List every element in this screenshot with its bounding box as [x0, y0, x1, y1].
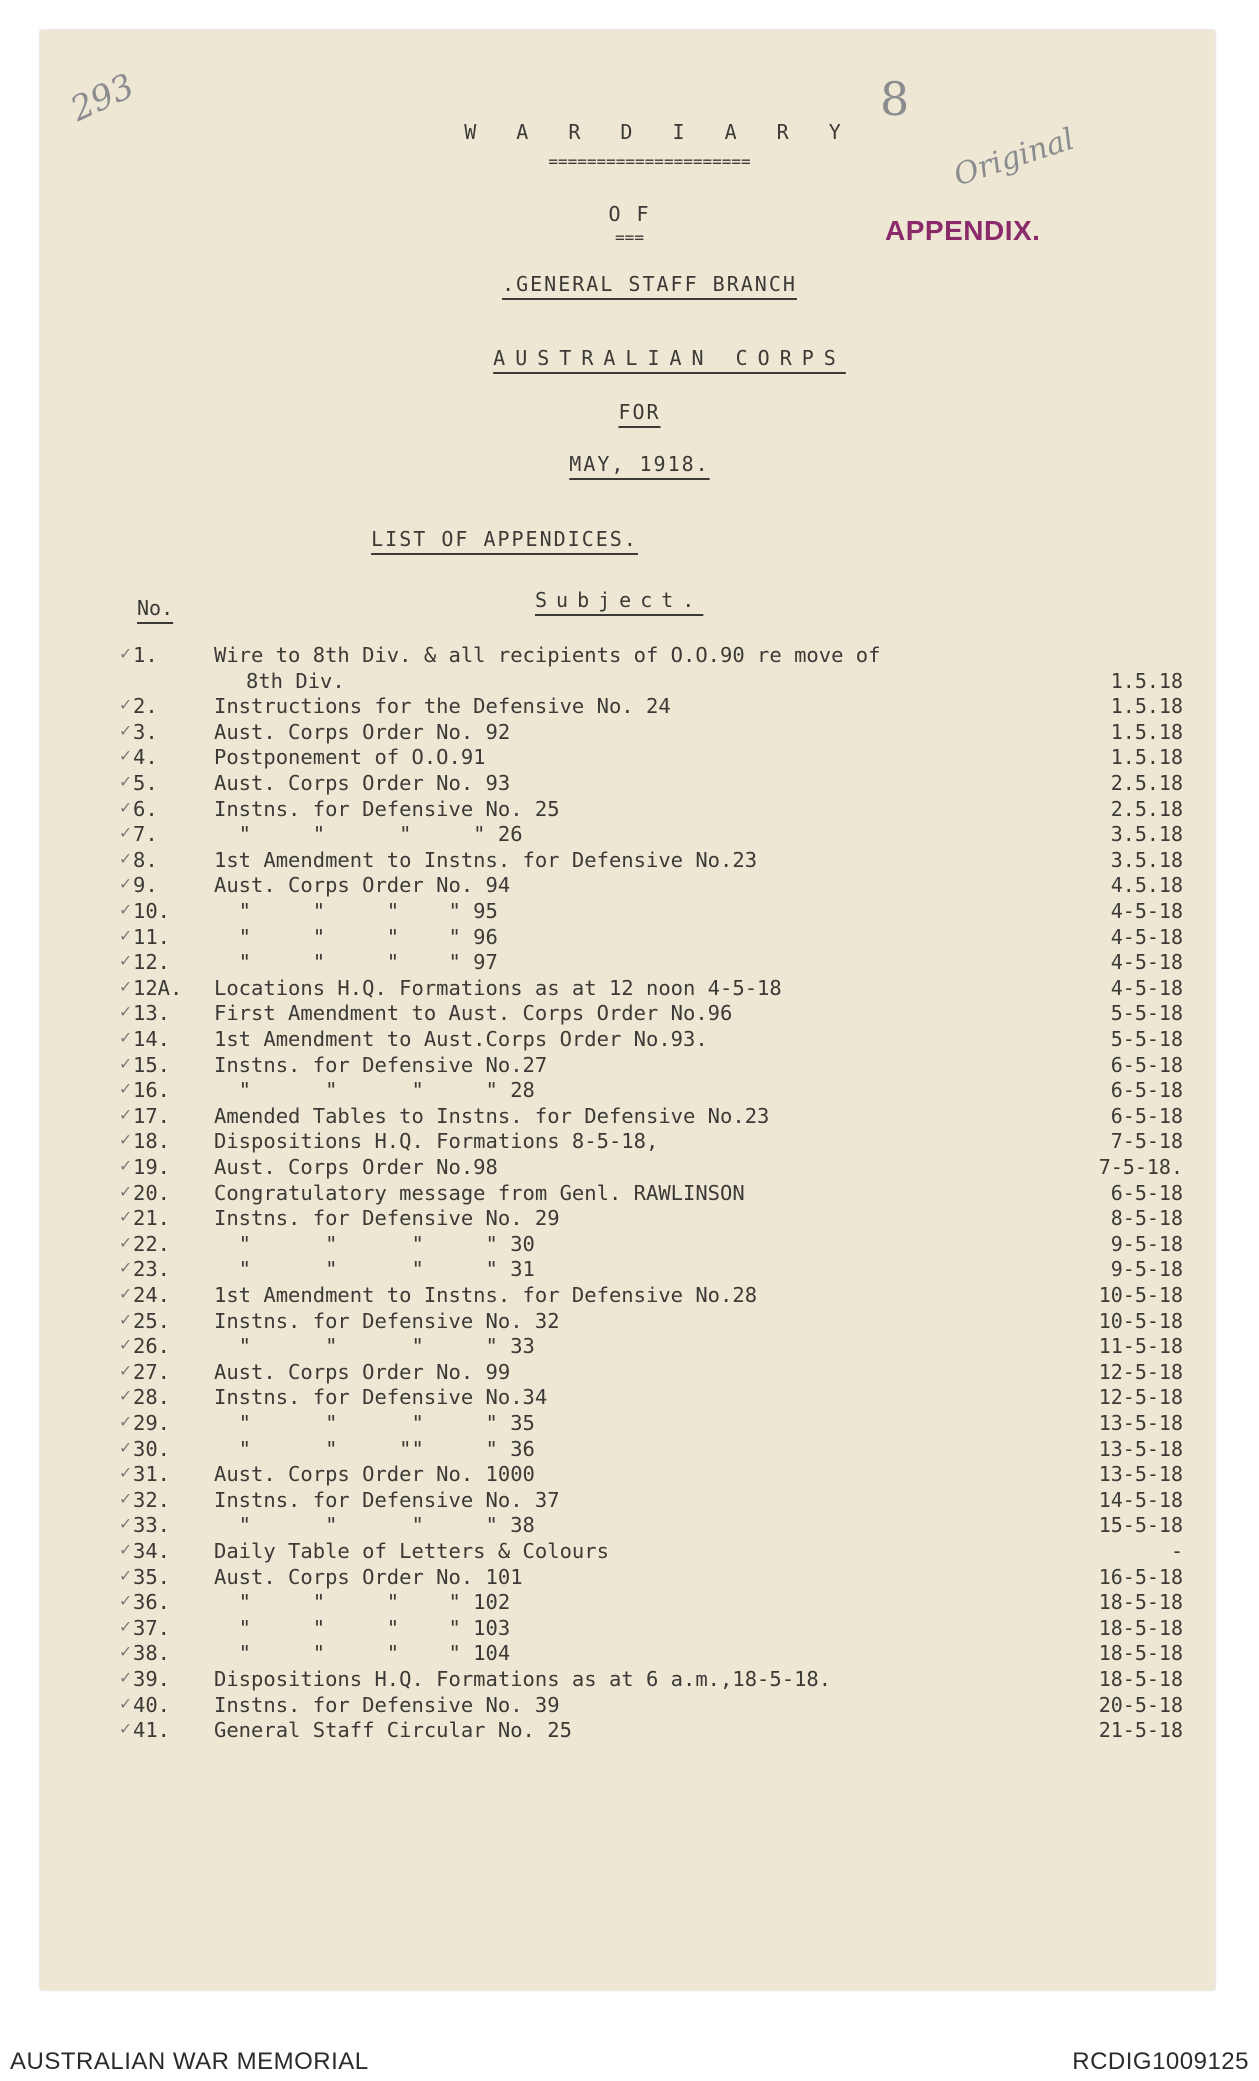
- check-mark-icon: ✓: [120, 745, 131, 767]
- check-mark-icon: ✓: [120, 950, 131, 972]
- check-mark-icon: ✓: [120, 822, 131, 844]
- check-mark-icon: ✓: [120, 847, 131, 869]
- entry-number: 20.: [133, 1180, 171, 1205]
- check-mark-icon: ✓: [120, 1180, 131, 1202]
- check-mark-icon: ✓: [120, 1539, 131, 1560]
- entry-number: 17.: [133, 1103, 171, 1128]
- folio-number: 293: [64, 66, 141, 130]
- list-item: [0, 1309, 1259, 1335]
- of-heading: O F: [608, 202, 651, 226]
- check-mark-icon: ✓: [120, 1283, 131, 1304]
- check-mark-icon: ✓: [120, 1667, 131, 1688]
- entry-subject: Aust. Corps Order No. 92: [214, 719, 511, 744]
- list-item: [0, 1283, 1259, 1309]
- list-item: [0, 1334, 1259, 1360]
- column-header-no: No.: [137, 596, 174, 620]
- check-mark-icon: ✓: [120, 1206, 131, 1228]
- list-item: [0, 1001, 1259, 1027]
- list-item: [0, 694, 1259, 720]
- entry-date: 4-5-18: [1110, 950, 1183, 975]
- entry-subject: Instns. for Defensive No.34: [214, 1385, 548, 1410]
- entry-date: 7-5-18: [1110, 1129, 1183, 1154]
- entry-subject: " " " " 30: [214, 1231, 535, 1256]
- page-mark: 8: [880, 72, 910, 126]
- entry-date: 1.5.18: [1110, 745, 1183, 770]
- check-mark-icon: ✓: [120, 1513, 131, 1535]
- check-mark-icon: ✓: [120, 1411, 131, 1432]
- entry-date: 5-5-18: [1110, 1001, 1183, 1026]
- entry-number: 29.: [133, 1411, 171, 1435]
- check-mark-icon: ✓: [120, 1129, 131, 1151]
- list-item: [0, 1206, 1259, 1232]
- entry-subject: Congratulatory message from Genl. RAWLINSON: [214, 1180, 745, 1205]
- entry-number: 31.: [133, 1462, 171, 1487]
- entry-date: 4-5-18: [1110, 975, 1183, 1000]
- entry-subject: Aust. Corps Order No. 1000: [214, 1462, 535, 1487]
- entry-subject: Aust. Corps Order No. 93: [214, 771, 511, 795]
- original-note: Original: [949, 121, 1079, 194]
- entry-date: 8-5-18: [1110, 1206, 1183, 1231]
- list-item: [0, 1616, 1259, 1642]
- check-mark-icon: ✓: [120, 796, 131, 818]
- check-mark-icon: ✓: [120, 899, 131, 920]
- entry-number: 33.: [133, 1513, 171, 1538]
- entry-date: 10-5-18: [1098, 1283, 1183, 1307]
- check-mark-icon: ✓: [120, 1257, 131, 1279]
- corps-heading: AUSTRALIAN CORPS: [493, 346, 846, 370]
- list-item: [0, 1437, 1259, 1463]
- list-item: [0, 1078, 1259, 1104]
- check-mark-icon: ✓: [120, 1001, 131, 1023]
- column-header-subject: Subject.: [535, 588, 704, 612]
- list-item: [0, 976, 1259, 1002]
- entry-number: 38.: [133, 1641, 171, 1666]
- entry-number: 7.: [133, 822, 158, 847]
- entry-number: 5.: [133, 771, 158, 795]
- footer-left: AUSTRALIAN WAR MEMORIAL: [10, 2048, 369, 2075]
- entry-date: 6-5-18: [1110, 1103, 1183, 1128]
- entry-subject: 1st Amendment to Instns. for Defensive No.28: [214, 1283, 758, 1307]
- entry-number: 15.: [133, 1052, 171, 1077]
- list-item: [0, 1667, 1259, 1693]
- check-mark-icon: ✓: [120, 1462, 131, 1484]
- entry-number: 13.: [133, 1001, 171, 1026]
- entry-subject: Aust. Corps Order No. 94: [214, 873, 511, 898]
- entry-date: 12-5-18: [1098, 1385, 1183, 1410]
- list-item: [0, 950, 1259, 976]
- check-mark-icon: ✓: [120, 1487, 131, 1509]
- list-item: [0, 1718, 1259, 1744]
- entry-date: 11-5-18: [1098, 1334, 1183, 1359]
- check-mark-icon: ✓: [120, 1231, 131, 1253]
- entry-date: 13-5-18: [1098, 1436, 1183, 1461]
- entry-subject: Instns. for Defensive No. 25: [214, 796, 560, 821]
- entry-number: 8.: [133, 847, 158, 872]
- entry-number: 12A.: [133, 975, 183, 1000]
- list-item: [0, 1641, 1259, 1667]
- entry-date: 12-5-18: [1098, 1359, 1183, 1384]
- entry-date: 18-5-18: [1098, 1667, 1183, 1691]
- check-mark-icon: ✓: [120, 1052, 131, 1074]
- entry-subject: Dispositions H.Q. Formations as at 6 a.m.,18-5-18.: [214, 1667, 832, 1691]
- list-item: [0, 899, 1259, 925]
- entry-date: 21-5-18: [1098, 1718, 1183, 1743]
- check-mark-icon: ✓: [120, 1641, 131, 1663]
- entry-date: 4.5.18: [1110, 873, 1183, 898]
- entry-number: 32.: [133, 1487, 171, 1512]
- list-item: [0, 720, 1259, 746]
- entry-number: 39.: [133, 1667, 171, 1691]
- list-item: [0, 848, 1259, 874]
- entry-number: 37.: [133, 1615, 171, 1640]
- footer-right: RCDIG1009125: [1072, 2048, 1249, 2075]
- entry-date: -: [1170, 1539, 1183, 1563]
- entry-subject: " " " " 104: [214, 1641, 511, 1666]
- list-item: [0, 822, 1259, 848]
- entry-date: 6-5-18: [1110, 1052, 1183, 1077]
- list-item: [0, 925, 1259, 951]
- of-rule: ===: [615, 228, 644, 247]
- check-mark-icon: ✓: [120, 1718, 131, 1740]
- entry-subject: Instns. for Defensive No. 32: [214, 1308, 560, 1333]
- check-mark-icon: ✓: [120, 975, 131, 997]
- check-mark-icon: ✓: [120, 694, 131, 716]
- entry-subject: " " " " 26: [214, 822, 523, 847]
- check-mark-icon: ✓: [120, 1564, 131, 1586]
- entry-subject: 1st Amendment to Instns. for Defensive No.23: [214, 847, 758, 872]
- list-title: LIST OF APPENDICES.: [371, 527, 638, 551]
- entry-subject: Instructions for the Defensive No. 24: [214, 694, 671, 719]
- entry-number: 21.: [133, 1206, 171, 1231]
- entry-number: 9.: [133, 873, 158, 898]
- entry-subject: " " " " 38: [214, 1513, 535, 1538]
- entry-date: 1.5.18: [1110, 719, 1183, 744]
- list-item: [0, 1462, 1259, 1488]
- entry-subject: Instns. for Defensive No. 29: [214, 1206, 560, 1231]
- list-item: [0, 1411, 1259, 1437]
- list-item: [0, 1104, 1259, 1130]
- entry-date: 13-5-18: [1098, 1462, 1183, 1487]
- list-item: [0, 1053, 1259, 1079]
- list-item: [0, 643, 1259, 693]
- entry-subject: " " " " 103: [214, 1615, 511, 1640]
- entry-subject: " " " " 33: [214, 1334, 535, 1359]
- entry-date: 16-5-18: [1098, 1564, 1183, 1589]
- entry-date: 2.5.18: [1110, 771, 1183, 795]
- list-item: [0, 1027, 1259, 1053]
- check-mark-icon: ✓: [120, 643, 131, 664]
- entry-number: 12.: [133, 950, 171, 975]
- list-item: [0, 1155, 1259, 1181]
- entry-subject: Postponement of O.O.91: [214, 745, 486, 770]
- entry-subject: Wire to 8th Div. & all recipients of O.O.90 re move of: [214, 643, 881, 667]
- entry-subject: Locations H.Q. Formations as at 12 noon 4-5-18: [214, 975, 782, 1000]
- check-mark-icon: ✓: [120, 1590, 131, 1612]
- entry-date: 18-5-18: [1098, 1590, 1183, 1615]
- entry-date: 2.5.18: [1110, 796, 1183, 821]
- entry-subject: 1st Amendment to Aust.Corps Order No.93.: [214, 1027, 708, 1051]
- list-item: [0, 1565, 1259, 1591]
- list-item: [0, 1385, 1259, 1411]
- entry-date: 13-5-18: [1098, 1411, 1183, 1435]
- entry-number: 36.: [133, 1590, 171, 1615]
- list-item: [0, 745, 1259, 771]
- entry-number: 28.: [133, 1385, 171, 1410]
- entry-subject: " " " " 35: [214, 1411, 535, 1435]
- list-item: [0, 771, 1259, 797]
- entry-number: 10.: [133, 899, 171, 923]
- entry-number: 34.: [133, 1539, 171, 1563]
- entry-number: 25.: [133, 1308, 171, 1333]
- entry-subject: Aust. Corps Order No. 101: [214, 1564, 523, 1589]
- check-mark-icon: ✓: [120, 924, 131, 946]
- entry-subject: " " " " 96: [214, 924, 498, 949]
- entry-subject: Aust. Corps Order No. 99: [214, 1359, 511, 1384]
- entry-number: 27.: [133, 1359, 171, 1384]
- entry-number: 4.: [133, 745, 158, 770]
- entry-date: 1.5.18: [1110, 694, 1183, 719]
- entry-date: 5-5-18: [1110, 1027, 1183, 1051]
- check-mark-icon: ✓: [120, 1334, 131, 1356]
- entry-subject: Daily Table of Letters & Colours: [214, 1539, 609, 1563]
- entry-subject-continued: 8th Div.: [246, 668, 345, 693]
- for-heading: FOR: [618, 400, 661, 424]
- list-item: [0, 797, 1259, 823]
- entry-date: 20-5-18: [1098, 1692, 1183, 1717]
- list-item: [0, 1257, 1259, 1283]
- list-item: [0, 1232, 1259, 1258]
- check-mark-icon: ✓: [120, 1155, 131, 1176]
- entry-date: 4-5-18: [1110, 899, 1183, 923]
- entry-subject: Dispositions H.Q. Formations 8-5-18,: [214, 1129, 659, 1154]
- entry-subject: Instns. for Defensive No. 37: [214, 1487, 560, 1512]
- list-item: [0, 1129, 1259, 1155]
- entry-number: 35.: [133, 1564, 171, 1589]
- entry-subject: " " " " 28: [214, 1078, 535, 1103]
- title: W A R D I A R Y: [464, 120, 855, 144]
- appendix-stamp: APPENDIX.: [885, 215, 1041, 246]
- entry-date: 9-5-18: [1110, 1257, 1183, 1282]
- entry-date: 6-5-18: [1110, 1180, 1183, 1205]
- entry-date: 4-5-18: [1110, 924, 1183, 949]
- list-item: [0, 1539, 1259, 1565]
- entry-date: 15-5-18: [1098, 1513, 1183, 1538]
- entry-number: 41.: [133, 1718, 171, 1743]
- check-mark-icon: ✓: [120, 1359, 131, 1381]
- entry-date: 14-5-18: [1098, 1487, 1183, 1512]
- list-item: [0, 1360, 1259, 1386]
- entry-number: 26.: [133, 1334, 171, 1359]
- list-item: [0, 1488, 1259, 1514]
- month-heading: MAY, 1918.: [569, 452, 710, 476]
- entry-subject: " " " " 95: [214, 899, 498, 923]
- entry-subject: Amended Tables to Instns. for Defensive No.23: [214, 1103, 770, 1128]
- entry-number: 18.: [133, 1129, 171, 1154]
- entry-number: 19.: [133, 1155, 171, 1179]
- entry-subject: " " " " 97: [214, 950, 498, 975]
- entry-subject: Instns. for Defensive No. 39: [214, 1692, 560, 1717]
- check-mark-icon: ✓: [120, 1615, 131, 1637]
- entry-number: 16.: [133, 1078, 171, 1103]
- check-mark-icon: ✓: [120, 1103, 131, 1125]
- entry-date: 9-5-18: [1110, 1231, 1183, 1256]
- entry-number: 24.: [133, 1283, 171, 1307]
- check-mark-icon: ✓: [120, 1027, 131, 1048]
- entry-subject: " " " " 102: [214, 1590, 511, 1615]
- entry-number: 2.: [133, 694, 158, 719]
- check-mark-icon: ✓: [120, 1078, 131, 1100]
- entry-subject: First Amendment to Aust. Corps Order No.96: [214, 1001, 733, 1026]
- entry-number: 30.: [133, 1436, 171, 1461]
- entry-subject: " " " " 31: [214, 1257, 535, 1282]
- check-mark-icon: ✓: [120, 719, 131, 741]
- entry-date: 3.5.18: [1110, 822, 1183, 847]
- title-rule: =====================: [548, 152, 751, 171]
- entry-subject: " " "" " 36: [214, 1436, 535, 1461]
- entry-date: 10-5-18: [1098, 1308, 1183, 1333]
- entry-date: 1.5.18: [1110, 668, 1183, 693]
- entry-subject: Instns. for Defensive No.27: [214, 1052, 548, 1077]
- check-mark-icon: ✓: [120, 873, 131, 895]
- list-item: [0, 1181, 1259, 1207]
- check-mark-icon: ✓: [120, 771, 131, 792]
- check-mark-icon: ✓: [120, 1692, 131, 1714]
- entry-number: 23.: [133, 1257, 171, 1282]
- check-mark-icon: ✓: [120, 1436, 131, 1458]
- list-item: [0, 1590, 1259, 1616]
- list-item: [0, 873, 1259, 899]
- entry-date: 18-5-18: [1098, 1641, 1183, 1666]
- list-item: [0, 1513, 1259, 1539]
- entry-number: 11.: [133, 924, 171, 949]
- entry-subject: General Staff Circular No. 25: [214, 1718, 572, 1743]
- entry-date: 7-5-18.: [1098, 1155, 1183, 1179]
- entry-subject: Aust. Corps Order No.98: [214, 1155, 498, 1179]
- entry-number: 1.: [133, 643, 158, 667]
- entry-number: 40.: [133, 1692, 171, 1717]
- entry-number: 14.: [133, 1027, 171, 1051]
- entry-date: 6-5-18: [1110, 1078, 1183, 1103]
- branch-heading: .GENERAL STAFF BRANCH: [502, 272, 797, 296]
- check-mark-icon: ✓: [120, 1308, 131, 1330]
- list-item: [0, 1693, 1259, 1719]
- entry-date: 18-5-18: [1098, 1615, 1183, 1640]
- check-mark-icon: ✓: [120, 1385, 131, 1407]
- entry-number: 3.: [133, 719, 158, 744]
- entry-number: 22.: [133, 1231, 171, 1256]
- entry-number: 6.: [133, 796, 158, 821]
- entry-date: 3.5.18: [1110, 847, 1183, 872]
